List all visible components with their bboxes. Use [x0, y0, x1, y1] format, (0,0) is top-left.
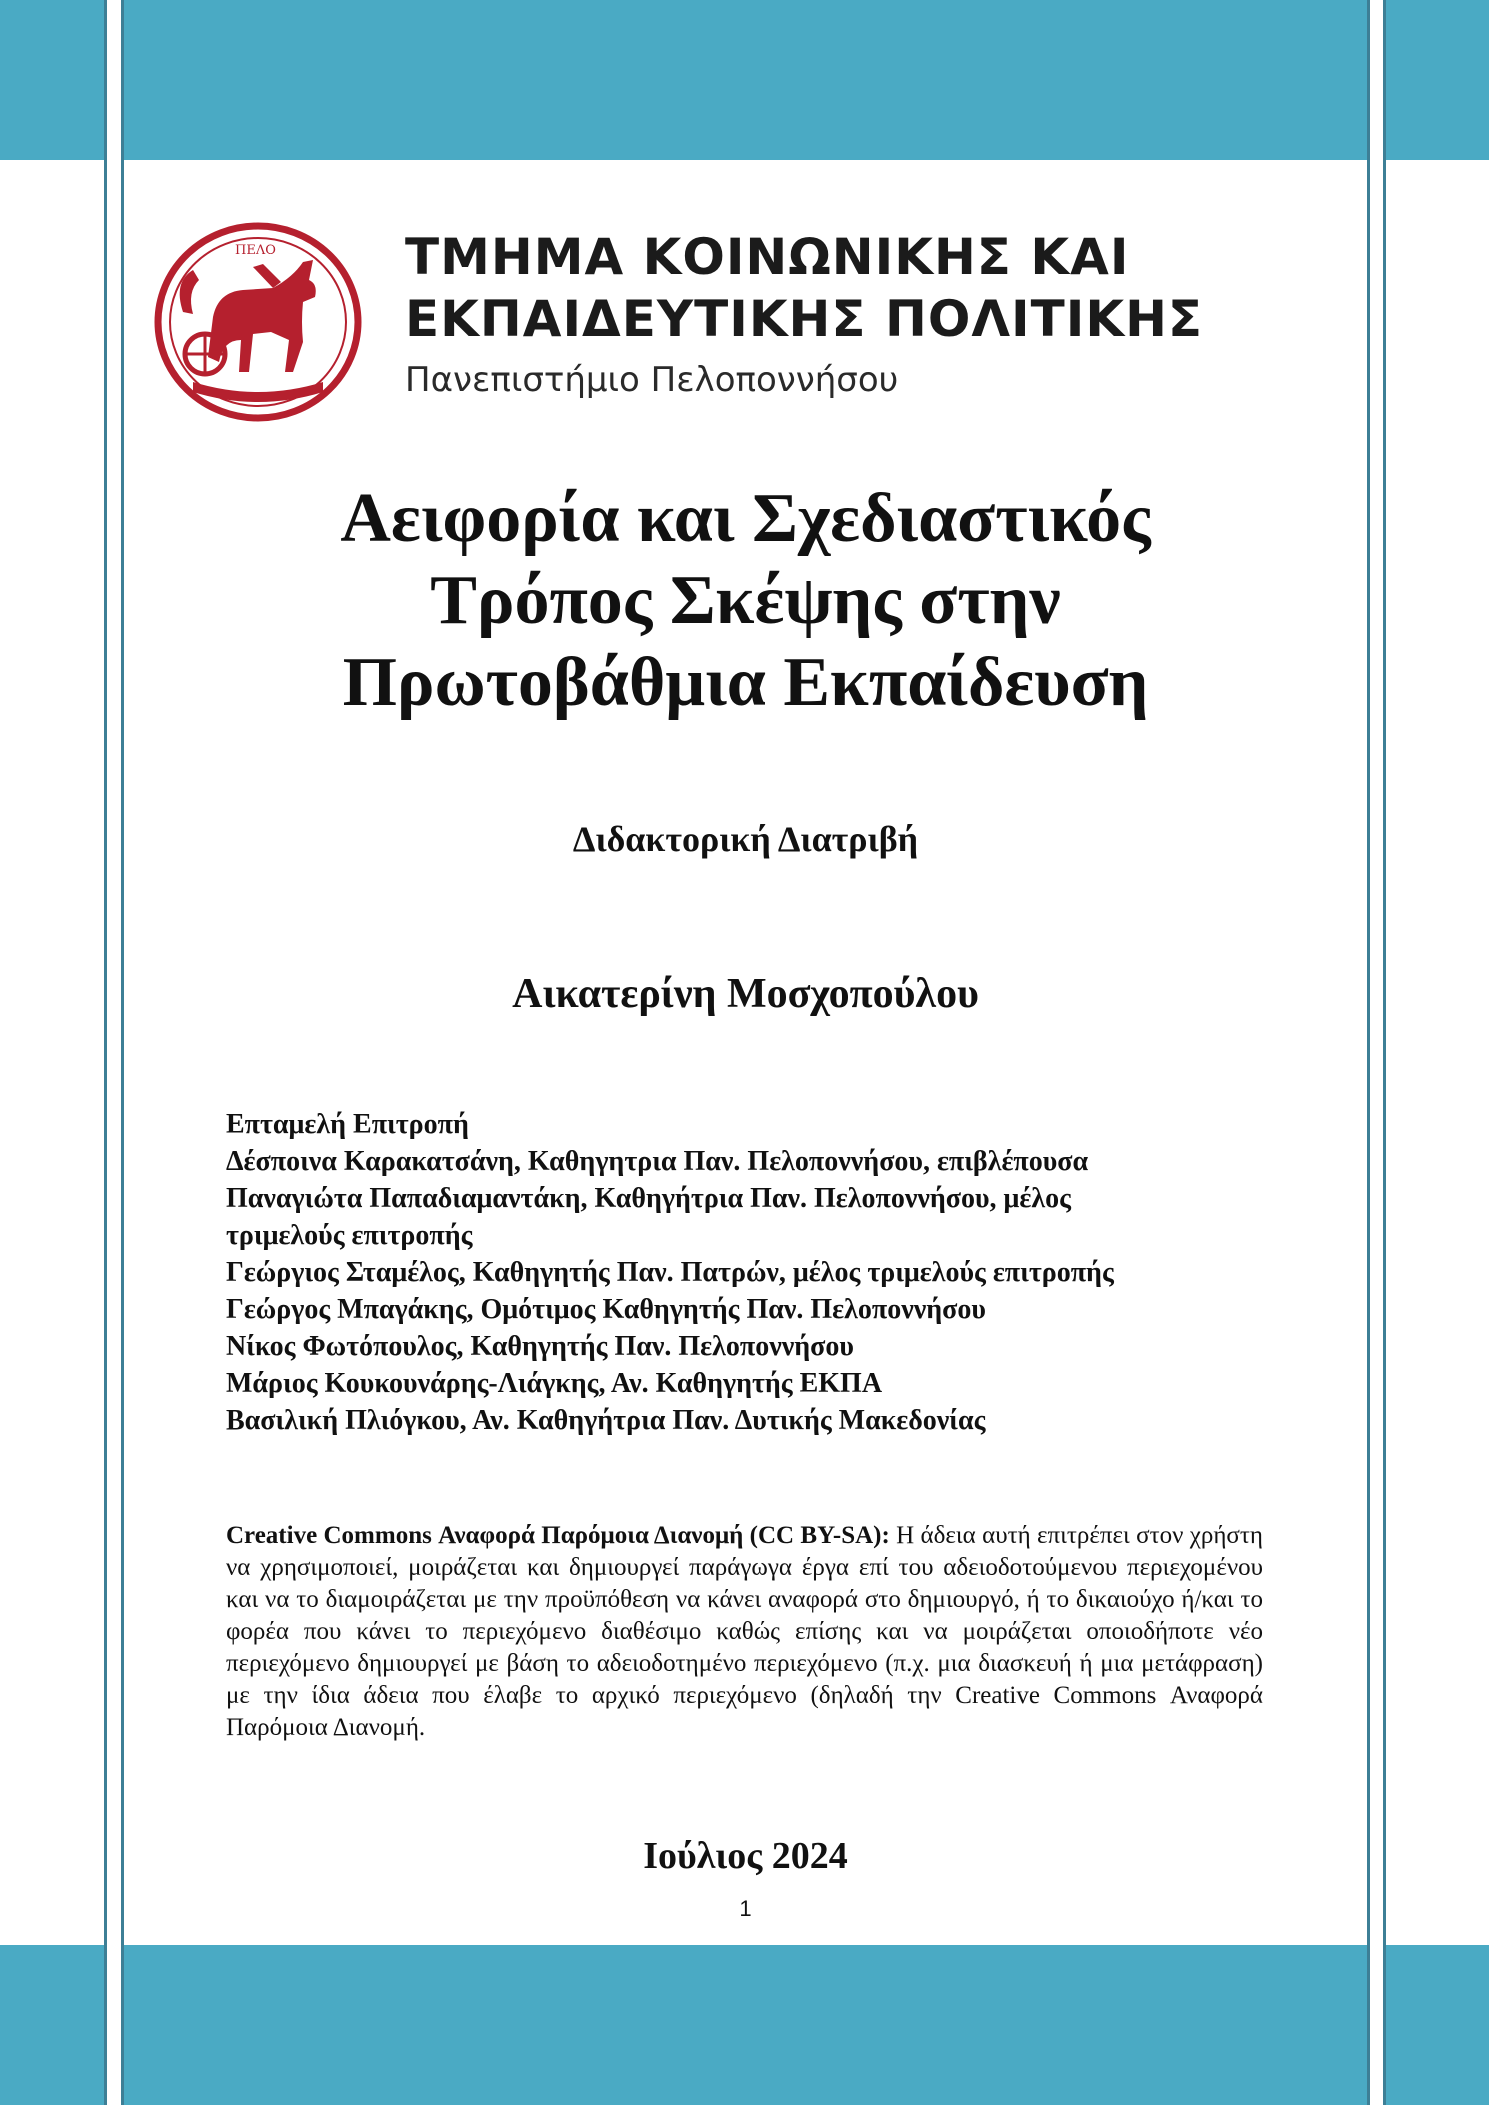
license-paragraph [226, 1520, 1263, 1744]
top-band-left [0, 0, 104, 160]
bottom-band-right [1386, 1945, 1489, 2105]
committee-member: Βασιλική Πλιόγκου, Αν. Καθηγήτρια Παν. Δυτικής Μακεδονίας [226, 1405, 986, 1436]
department-name-line1: ΤΜΗΜΑ ΚΟΙΝΩΝΙΚΗΣ ΚΑΙ [405, 228, 1130, 286]
frame-line [121, 0, 124, 2105]
committee-member: Μάριος Κουκουνάρης-Λιάγκης, Αν. Καθηγητής ΕΚΠΑ [226, 1368, 883, 1399]
top-band-center [124, 0, 1367, 160]
license-text: Η άδεια αυτή επιτρέπει στον χρήστη να χρησιμοποιεί, μοιράζεται και δημιουργεί παράγωγα έργα επί του αδειοδοτούμενου περιεχομένου και να το διαμοιράζεται με την προϋπόθεση να κάνει αναφορά στο δημιουργό, ή το δικαιούχο ή/και το φορέα που κάνει το περιεχόμενο διαθέσιμο καθώς επίσης και να μοιράζεται οποιοδήποτε νέο περιεχόμενο δημιουργεί με βάση το αδειοδοτημένο περιεχόμενο (π.χ. μια διασκευή ή μια μετάφραση) με την ίδια άδεια που έλαβε το αρχικό περιεχόμενο (δηλαδή την Creative Commons Αναφορά Παρόμοια Διανομή. [226, 1522, 1263, 1741]
committee-member: τριμελούς επιτροπής [226, 1220, 473, 1251]
top-band-right [1386, 0, 1489, 160]
committee-member: Γεώργιος Σταμέλος, Καθηγητής Παν. Πατρών, μέλος τριμελούς επιτροπής [226, 1257, 1114, 1288]
committee-member: Νίκος Φωτόπουλος, Καθηγητής Παν. Πελοποννήσου [226, 1331, 854, 1362]
frame-line [1383, 0, 1386, 2105]
bottom-band-left [0, 1945, 104, 2105]
page-number: 1 [739, 1896, 752, 1921]
author-name: Αικατερίνη Μοσχοπούλου [512, 971, 979, 1017]
university-seal-logo [153, 222, 363, 422]
bottom-band-center [124, 1945, 1367, 2105]
committee-member: Παναγιώτα Παπαδιαμαντάκη, Καθηγήτρια Παν. Πελοποννήσου, μέλος [226, 1183, 1071, 1214]
committee-section [226, 1106, 1266, 1439]
thesis-title-line: Πρωτοβάθμια Εκπαίδευση [342, 644, 1149, 721]
seal-lettering: ΠΕΛΟ [235, 243, 276, 258]
thesis-title-line: Αειφορία και Σχεδιαστικός [340, 480, 1151, 557]
committee-member: Γεώργος Μπαγάκης, Ομότιμος Καθηγητής Παν. Πελοποννήσου [226, 1294, 986, 1325]
department-logo-text [405, 226, 1325, 404]
committee-heading: Επταμελή Επιτροπή [226, 1109, 469, 1140]
frame-line [104, 0, 107, 2105]
thesis-title-line: Τρόπος Σκέψης στην [430, 562, 1061, 639]
license-label: Creative Commons Αναφορά Παρόμοια Διανομή (CC BY-SA): [226, 1522, 890, 1549]
frame-line [1367, 0, 1370, 2105]
university-name: Πανεπιστήμιο Πελοποννήσου [405, 360, 899, 400]
committee-member: Δέσποινα Καρακατσάνη, Καθηγητρια Παν. Πελοποννήσου, επιβλέπουσα [226, 1146, 1089, 1177]
department-name-line2: ΕΚΠΑΙΔΕΥΤΙΚΗΣ ΠΟΛΙΤΙΚΗΣ [405, 290, 1204, 348]
thesis-title [124, 478, 1367, 724]
publication-date: Ιούλιος 2024 [643, 1835, 848, 1877]
document-type: Διδακτορική Διατριβή [572, 819, 919, 859]
